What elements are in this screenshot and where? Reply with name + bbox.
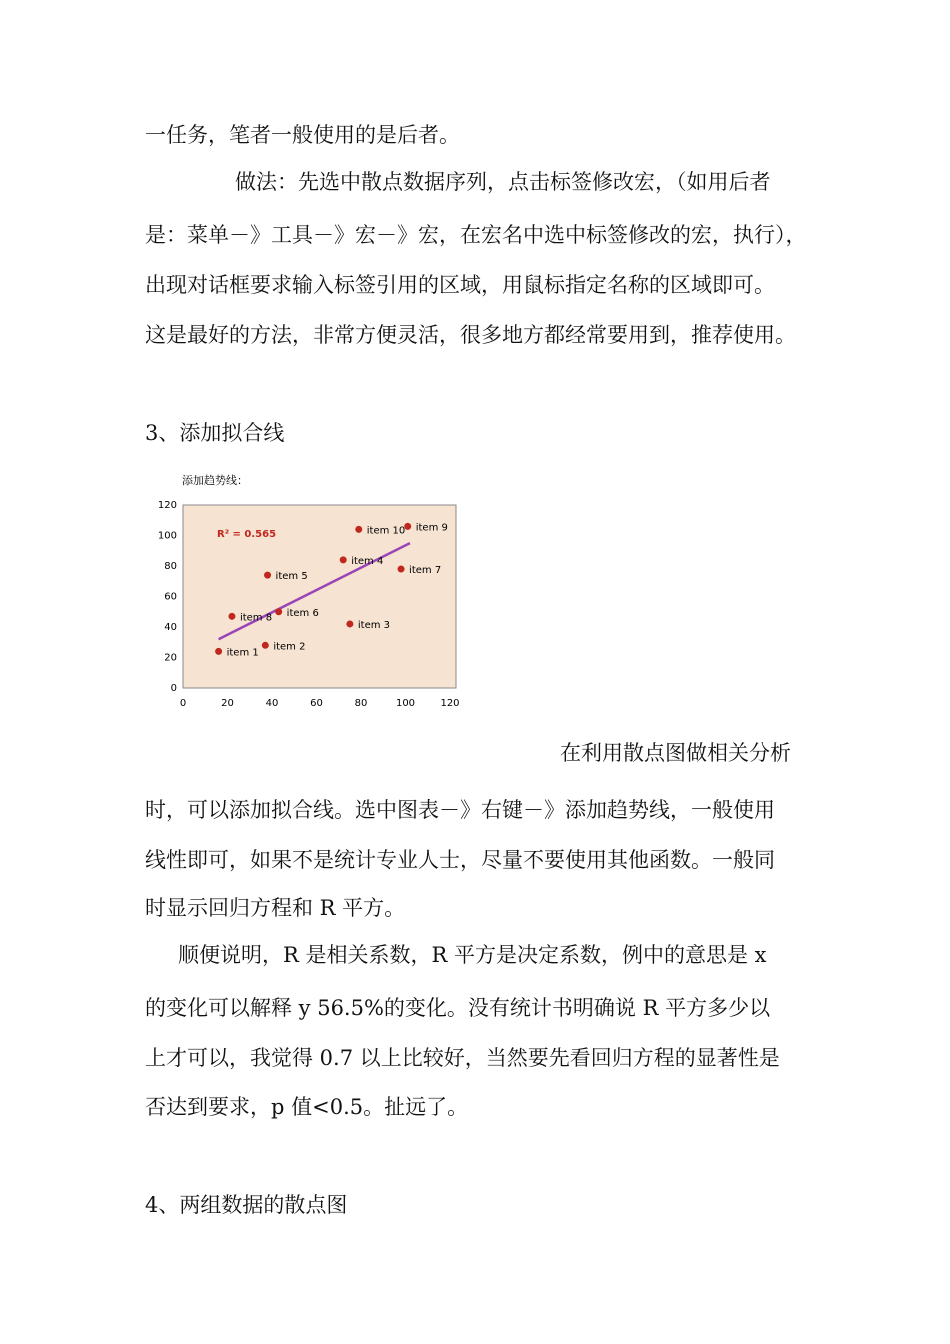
point-label: item 3 [357, 619, 391, 631]
data-point [355, 526, 362, 533]
point-label: item 5 [275, 571, 308, 583]
point-label: item 6 [286, 607, 319, 619]
x-tick-label: 80 [354, 698, 368, 709]
paragraph-line: 做法：先选中散点数据序列，点击标签修改宏，（如用后者 [235, 170, 771, 194]
point-label: item 2 [273, 641, 306, 653]
paragraph-line: 否达到要求，p 值<0.5。扯远了。 [145, 1095, 469, 1119]
point-label: item 9 [415, 522, 448, 534]
x-tick-label: 100 [395, 698, 416, 709]
paragraph-line: 的变化可以解释 y 56.5%的变化。没有统计书明确说 R 平方多少以 [145, 996, 771, 1020]
y-tick-label: 100 [157, 530, 177, 542]
paragraph-line: 一任务，笔者一般使用的是后者。 [145, 123, 460, 147]
y-tick-label: 0 [170, 683, 177, 694]
point-label: item 10 [366, 525, 406, 537]
data-point [264, 572, 271, 579]
x-tick-label: 20 [221, 698, 234, 709]
data-point [275, 608, 282, 615]
data-point [398, 566, 405, 573]
data-point [340, 556, 347, 563]
paragraph-line: 出现对话框要求输入标签引用的区域，用鼠标指定名称的区域即可。 [145, 273, 775, 297]
section-heading-3: 3、添加拟合线 [145, 421, 285, 445]
x-tick-label: 60 [310, 698, 323, 709]
scatter-chart [145, 468, 465, 713]
point-label: item 8 [239, 612, 273, 624]
y-tick-label: 60 [164, 591, 177, 603]
y-axis [158, 500, 177, 694]
y-tick-label: 40 [164, 622, 177, 633]
y-tick-label: 120 [157, 500, 177, 511]
paragraph-line: 是：菜单－》工具－》宏－》宏，在宏名中选中标签修改的宏，执行）， [145, 223, 807, 247]
section-heading-4: 4、两组数据的散点图 [145, 1193, 348, 1217]
data-point [346, 620, 353, 627]
point-label: item 7 [409, 565, 442, 577]
chart-canvas [145, 468, 465, 713]
data-point [228, 613, 235, 620]
x-tick-label: 40 [265, 698, 279, 709]
chart-title: 添加趋势线： [182, 474, 248, 487]
paragraph-line: 这是最好的方法，非常方便灵活，很多地方都经常要用到，推荐使用。 [145, 323, 796, 347]
paragraph-line: 时显示回归方程和 R 平方。 [145, 896, 406, 920]
paragraph-line: 上才可以，我觉得 0.7 以上比较好，当然要先看回归方程的显著性是 [145, 1046, 780, 1070]
paragraph-line: 在利用散点图做相关分析 [560, 741, 791, 765]
paragraph-line: 线性即可，如果不是统计专业人士，尽量不要使用其他函数。一般同 [145, 848, 775, 872]
point-label: item 4 [351, 555, 384, 567]
x-axis [180, 698, 460, 709]
r-squared-annotation: R² = 0.565 [217, 529, 277, 540]
x-tick-label: 120 [440, 698, 460, 709]
x-tick-label: 0 [179, 698, 187, 709]
paragraph-line: 时，可以添加拟合线。选中图表－》右键－》添加趋势线，一般使用 [145, 798, 775, 822]
paragraph-line: 顺便说明，R 是相关系数，R 平方是决定系数，例中的意思是 x [178, 943, 767, 967]
point-label: item 1 [226, 647, 259, 659]
y-tick-label: 80 [164, 561, 177, 572]
data-point [215, 648, 222, 655]
data-point [262, 642, 269, 649]
y-tick-label: 20 [164, 652, 177, 664]
